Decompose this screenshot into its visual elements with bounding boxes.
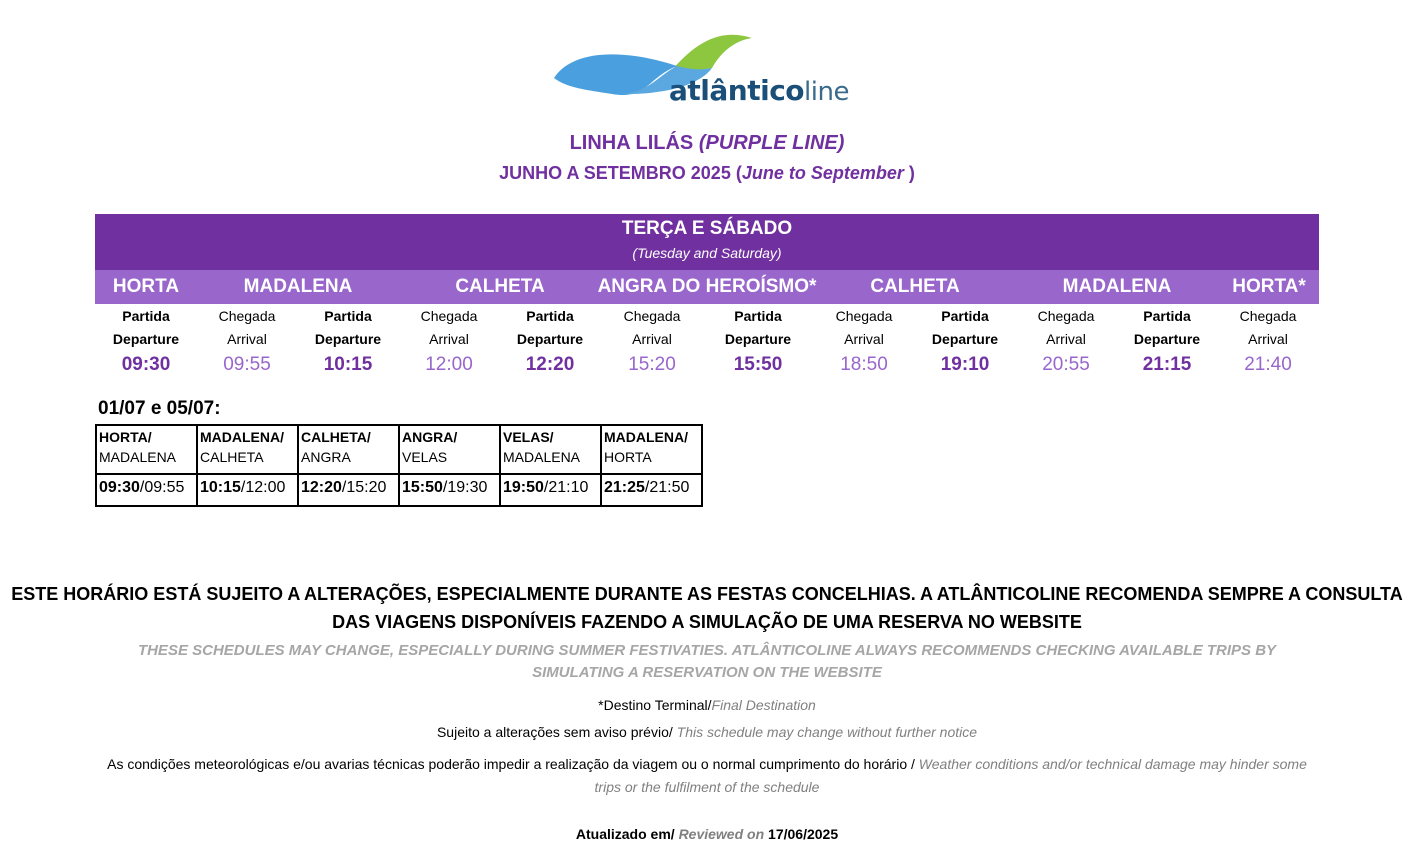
period-title: JUNHO A SETEMBRO 2025 (June to September ) (499, 163, 915, 183)
timetable-column: Partida Departure 19:10 (910, 305, 1020, 376)
departure-time: 15:50 (733, 354, 783, 375)
station-angra: ANGRA DO HEROÍSMO* (597, 276, 817, 297)
arrival-time: 12:00 (425, 354, 473, 375)
departure-time: 21:15 (1142, 354, 1192, 375)
arrival-time: 15:20 (628, 354, 676, 375)
timetable-column: Chegada Arrival 20:55 (1011, 305, 1121, 376)
note-updated: Atualizado em/ Reviewed on 17/06/2025 (575, 826, 839, 842)
station-calheta-return: CALHETA (870, 276, 960, 297)
departure-time: 12:20 (525, 354, 575, 375)
departure-time: 09:30 (121, 354, 171, 375)
stations-row (95, 270, 1319, 304)
notice-english: THESE SCHEDULES MAY CHANGE, ESPECIALLY DURING SUMMER FESTIVATIES. ATLÂNTICOLINE ALWAYS RECOMMENDS CHECKING AVAILABLE TRIPS BY SIMULATING A RESERVATION ON THE WEBSITE (137, 642, 1277, 681)
arrival-time: 18:50 (840, 354, 888, 375)
timetable-column: Chegada Arrival 15:20 (597, 305, 707, 376)
station-madalena: MADALENA (243, 276, 353, 297)
station-horta: HORTA (112, 276, 180, 297)
timetable-column: Partida Departure 21:15 (1112, 305, 1222, 376)
arrival-time: 20:55 (1042, 354, 1090, 375)
timetable-column: Chegada Arrival 21:40 (1213, 305, 1323, 376)
special-schedule-table (95, 424, 703, 507)
special-dates-label: 01/07 e 05/07: (98, 398, 221, 419)
arrival-time: 21:40 (1244, 354, 1292, 375)
timetable-column: Partida Departure 10:15 (293, 305, 403, 376)
logo-wordmark: atlânticoline (669, 74, 849, 107)
station-madalena-return: MADALENA (1062, 276, 1172, 297)
station-horta-final: HORTA* (1232, 276, 1306, 297)
updated-date: 17/06/2025 (768, 826, 839, 842)
timetable-column: Chegada Arrival 09:55 (192, 305, 302, 376)
timetable-column: Chegada Arrival 12:00 (394, 305, 504, 376)
timetable-column: Partida Departure 09:30 (91, 305, 201, 376)
departure-time: 19:10 (940, 354, 990, 375)
timetable-column: Partida Departure 15:50 (703, 305, 813, 376)
atlanticoline-logo (552, 30, 849, 110)
note-terminal: *Destino Terminal/Final Destination (598, 697, 816, 713)
timetable-column: Chegada Arrival 18:50 (809, 305, 919, 376)
day-label-en: (Tuesday and Saturday) (632, 245, 782, 261)
station-calheta: CALHETA (455, 276, 545, 297)
note-weather: As condições meteorológicas e/ou avarias técnicas poderão impedir a realização da viagem ou o normal cumprimento do horário / Weather conditions and/or technical damage may hinder some trips or the fulfilment of the schedule (107, 756, 1307, 795)
day-label: TERÇA E SÁBADO (621, 218, 793, 239)
timetable-column: Partida Departure 12:20 (495, 305, 605, 376)
departure-time: 10:15 (323, 354, 373, 375)
arrival-time: 09:55 (223, 354, 271, 375)
line-title: LINHA LILÁS (PURPLE LINE) (569, 132, 845, 154)
table-row: HORTA/ MADALENA MADALENA/ CALHETA CALHETA/ ANGRA ANGRA/ VELAS VELAS/ MADALENA MADALENA/ HORTA (96, 425, 702, 474)
notice-portuguese: ESTE HORÁRIO ESTÁ SUJEITO A ALTERAÇÕES, ESPECIALMENTE DURANTE AS FESTAS CONCELHIAS. A ATLÂNTICOLINE RECOMENDA SEMPRE A CONSULTA DAS VIAGENS DISPONÍVEIS FAZENDO A SIMULAÇÃO DE UMA RESERVA NO WEBSITE (11, 584, 1403, 632)
note-change: Sujeito a alterações sem aviso prévio/ This schedule may change without further notice (436, 724, 978, 740)
table-row: 09:30/09:55 10:15/12:00 12:20/15:20 15:50/19:30 19:50/21:10 21:25/21:50 (96, 474, 702, 506)
day-band (95, 214, 1319, 270)
